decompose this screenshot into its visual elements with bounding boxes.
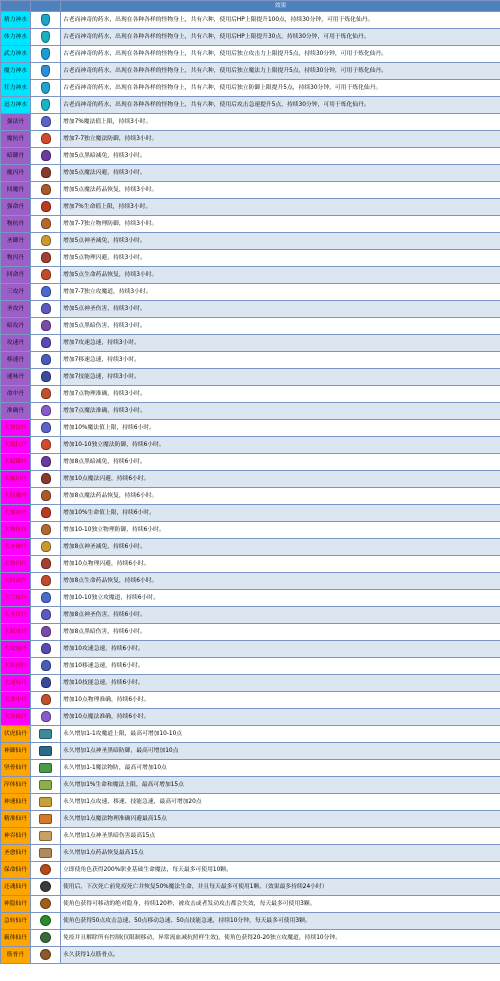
item-name: 攻速丹 [1,335,31,352]
item-icon-cell [31,539,61,556]
item-name: 筋骨丹 [1,947,31,964]
potion-icon [41,65,50,77]
table-row [1,675,500,692]
item-name: 迅力神水 [1,97,31,114]
item-effect: 增加10点物理闪避，持续6小时。 [61,556,500,573]
item-effect: 增加5点黑暗伤害，持续3小时。 [61,318,500,335]
item-effect: 增加10%魔法值上限，持续6小时。 [61,420,500,437]
table-header-row [1,1,500,12]
table-row [1,437,500,454]
item-name: 魔力神水 [1,63,31,80]
potion-icon [41,388,51,399]
item-effect: 增加8点魔法药品恢复，持续6小时。 [61,488,500,505]
item-effect: 增加8点神圣减免，持续6小时。 [61,539,500,556]
table-row [1,896,500,913]
table-row [1,131,500,148]
potion-icon [41,116,51,127]
item-icon-cell [31,63,61,80]
potion-icon [41,48,50,60]
item-icon-cell [31,437,61,454]
item-icon-cell [31,114,61,131]
item-name: 伏虎仙丹 [1,726,31,743]
item-effect: 增加7移速急速，持续3小时。 [61,352,500,369]
table-row [1,641,500,658]
table-row [1,250,500,267]
item-icon-cell [31,709,61,726]
potion-icon [40,949,51,960]
item-name: 大强命丹 [1,505,31,522]
item-effect: 增加10技能急速，持续6小时。 [61,675,500,692]
potion-icon [41,677,51,688]
potion-icon [41,711,51,722]
item-icon-cell [31,165,61,182]
potion-icon [41,14,50,26]
potion-icon [41,694,51,705]
item-name: 保命仙丹 [1,862,31,879]
item-effect: 增加5点魔法闪避，持续3小时。 [61,165,500,182]
potion-icon [41,371,51,382]
item-icon-cell [31,12,61,29]
potion-icon [39,746,52,756]
table-row [1,828,500,845]
potion-icon [41,201,51,212]
item-icon-cell [31,352,61,369]
table-row [1,29,500,46]
table-row [1,709,500,726]
table-row [1,80,500,97]
item-name: 坚骨仙丹 [1,760,31,777]
item-effect: 永久增加1点攻速、移速、技能急速，最高可增加20点 [61,794,500,811]
item-effect: 永久增加1点神圣黑暗防御，最高可增加10点 [61,743,500,760]
item-name: 魔闪丹 [1,165,31,182]
item-icon-cell [31,97,61,114]
item-effect: 增加7%生命值上限，持续3小时。 [61,199,500,216]
item-icon-cell [31,879,61,896]
item-icon-cell [31,267,61,284]
item-name: 准确丹 [1,403,31,420]
item-name: 暗攻丹 [1,318,31,335]
potion-icon [39,729,52,739]
potion-icon [41,422,51,433]
item-name: 霸体仙丹 [1,930,31,947]
table-row [1,726,500,743]
table-row [1,794,500,811]
potion-icon [41,354,51,365]
item-name: 回命丹 [1,267,31,284]
item-icon-cell [31,743,61,760]
item-effect: 增加7-7独立魔法防御，持续3小时。 [61,131,500,148]
table-row [1,148,500,165]
header-icon [31,1,61,12]
header-name [1,1,31,12]
table-row [1,369,500,386]
item-effect: 增加10%生命值上限，持续6小时。 [61,505,500,522]
item-effect: 增加7-7独立攻魔道，持续3小时。 [61,284,500,301]
item-icon-cell [31,692,61,709]
potion-icon [41,31,50,43]
table-row [1,947,500,964]
item-icon-cell [31,641,61,658]
item-icon-cell [31,233,61,250]
item-name: 大魔闪丹 [1,471,31,488]
item-name: 急转仙丹 [1,913,31,930]
potion-icon [41,473,51,484]
table-row [1,233,500,250]
item-icon-cell [31,250,61,267]
table-row [1,743,500,760]
item-name: 移速丹 [1,352,31,369]
item-name: 大物抗丹 [1,522,31,539]
item-effect: 增加7点物理准确，持续3小时。 [61,386,500,403]
potion-icon [41,303,51,314]
item-icon-cell [31,675,61,692]
potion-icon [41,99,50,111]
potion-icon [41,252,51,263]
item-effect: 古老而神奇的药水，出现在各种各样的怪物身上，共有六种，使用后HP上限提升100点，持续30分钟，可用于炼化仙丹。 [61,12,500,29]
table-row [1,97,500,114]
potion-icon [41,82,50,94]
item-icon-cell [31,624,61,641]
table-row [1,539,500,556]
potion-icon [41,575,51,586]
potion-icon [41,524,51,535]
item-icon-cell [31,386,61,403]
item-icon-cell [31,454,61,471]
potion-icon [40,915,51,926]
item-icon-cell [31,403,61,420]
item-icon-cell [31,284,61,301]
item-effect: 古老而神奇的药水，出现在各种各样的怪物身上，共有六种，使用后攻击急速提升5点，持续30分钟，可用于炼化仙丹。 [61,97,500,114]
item-icon-cell [31,301,61,318]
potion-icon [41,133,51,144]
item-effect: 增加10点魔法闪避，持续6小时。 [61,471,500,488]
item-icon-cell [31,199,61,216]
item-icon-cell [31,182,61,199]
item-icon-cell [31,896,61,913]
table-row [1,658,500,675]
item-icon-cell [31,471,61,488]
table-row [1,488,500,505]
table-row [1,182,500,199]
potion-icon [39,763,52,773]
item-icon-cell [31,46,61,63]
item-name: 圣攻丹 [1,301,31,318]
item-icon-cell [31,590,61,607]
table-row [1,46,500,63]
item-icon-cell [31,522,61,539]
item-effect: 免疫并且解除所有控制(仅限制移动，异常流血减抗照样生效)，使角色获得20-20独立攻魔道，持续10分钟。 [61,930,500,947]
item-effect: 永久增加1点魔法物理准确闪避最高15点 [61,811,500,828]
potion-icon [41,218,51,229]
item-name: 大强法丹 [1,420,31,437]
item-name: 大攻速丹 [1,641,31,658]
potion-icon [41,609,51,620]
item-effect: 增加7技能急速，持续3小时。 [61,369,500,386]
table-row [1,301,500,318]
item-icon-cell [31,131,61,148]
potion-icon [40,881,51,892]
item-name: 魔抗丹 [1,131,31,148]
potion-icon [41,626,51,637]
table-row [1,63,500,80]
potion-icon [41,643,51,654]
table-row [1,879,500,896]
table-row [1,913,500,930]
item-name: 大圣御丹 [1,539,31,556]
table-row [1,505,500,522]
item-effect: 增加10点物理准确，持续6小时。 [61,692,500,709]
item-name: 大圣攻丹 [1,607,31,624]
item-name: 强命丹 [1,199,31,216]
item-effect: 古老而神奇的药水，出现在各种各样的怪物身上，共有六种，使用后独立防御上限提升5点，持续30分钟，可用于炼化仙丹。 [61,80,500,97]
item-icon-cell [31,862,61,879]
item-effect: 永久增加1-1魔法物防，最高可增加10点 [61,760,500,777]
item-icon-cell [31,573,61,590]
table-row [1,403,500,420]
item-name: 圣愈仙丹 [1,845,31,862]
item-icon-cell [31,420,61,437]
table-row [1,420,500,437]
item-icon-cell [31,794,61,811]
table-row [1,284,500,301]
table-row [1,930,500,947]
item-name: 神速仙丹 [1,794,31,811]
item-name: 物闪丹 [1,250,31,267]
item-effect: 增加7%魔法值上限，持续3小时。 [61,114,500,131]
item-effect: 增加8点黑暗减免，持续6小时。 [61,454,500,471]
item-name: 大暗御丹 [1,454,31,471]
item-name: 回魔丹 [1,182,31,199]
item-name: 大魔抗丹 [1,437,31,454]
table-row [1,777,500,794]
potion-icon [39,814,52,824]
item-effect: 增加10-10独立物理防御，持续6小时。 [61,522,500,539]
table-row [1,811,500,828]
item-name: 大准确丹 [1,709,31,726]
item-effect: 增加7-7独立物理防御，持续3小时。 [61,216,500,233]
item-icon-cell [31,29,61,46]
potion-icon [41,337,51,348]
table-row [1,471,500,488]
potion-icon [41,507,51,518]
potion-icon [41,541,51,552]
potion-icon [40,932,51,943]
item-name: 物抗丹 [1,216,31,233]
item-effect: 永久增加1%生命和魔法上限，最高可增加15点 [61,777,500,794]
item-icon-cell [31,556,61,573]
item-icon-cell [31,80,61,97]
potion-icon [41,592,51,603]
item-icon-cell [31,930,61,947]
potion-icon [41,490,51,501]
item-name: 神吞仙丹 [1,828,31,845]
item-name: 狂力神水 [1,80,31,97]
potion-icon [41,269,51,280]
table-row [1,12,500,29]
table-row [1,318,500,335]
item-name: 大暗攻丹 [1,624,31,641]
item-effect: 增加10移速急速，持续6小时。 [61,658,500,675]
item-icon-cell [31,369,61,386]
item-name: 大移速丹 [1,658,31,675]
item-icon-cell [31,148,61,165]
item-effect: 增加10-10独立魔法防御，持续6小时。 [61,437,500,454]
item-effect: 增加10攻速急速，持续6小时。 [61,641,500,658]
potion-icon [41,558,51,569]
potion-icon [41,184,51,195]
potion-icon [40,898,51,909]
potion-icon [41,439,51,450]
item-effect: 增加8点黑暗伤害，持续6小时。 [61,624,500,641]
potion-icon [41,320,51,331]
item-effect: 增加8点神圣伤害，持续6小时。 [61,607,500,624]
item-effect: 永久增加1点神圣黑暗伤害最高15点 [61,828,500,845]
potion-icon [41,405,51,416]
table-row [1,454,500,471]
item-icon-cell [31,505,61,522]
item-name: 大三攻丹 [1,590,31,607]
item-effect: 增加7攻速急速，持续3小时。 [61,335,500,352]
item-name: 体力神水 [1,29,31,46]
table-row [1,335,500,352]
item-effect: 立即使角色获得200%职业基础生命魔法，每天最多可使用10颗。 [61,862,500,879]
potion-icon [41,150,51,161]
table-row [1,386,500,403]
item-name: 还魂仙丹 [1,879,31,896]
item-name: 淬体仙丹 [1,777,31,794]
potion-icon [41,286,51,297]
table-row [1,114,500,131]
item-name: 神御仙丹 [1,743,31,760]
table-row [1,573,500,590]
potion-icon [39,831,52,841]
item-effect: 古老而神奇的药水，出现在各种各样的怪物身上，共有六种，使用后独立攻击力上限提升5点，持续30分钟，可用于炼化仙丹。 [61,46,500,63]
item-name: 大物闪丹 [1,556,31,573]
item-name: 大回命丹 [1,573,31,590]
table-row [1,556,500,573]
item-effect: 增加5点生命药品恢复，持续3小时。 [61,267,500,284]
potion-icon [39,797,52,807]
potion-icon [40,864,51,875]
potion-icon [41,456,51,467]
item-name: 圣御丹 [1,233,31,250]
table-row [1,692,500,709]
item-name: 大命中丹 [1,692,31,709]
item-name: 神隐仙丹 [1,896,31,913]
item-effect: 使用后，下次死亡前免疫死亡并恢复50%魔法生命，并且每天最多可使用1颗。（效果最多持续24小时） [61,879,500,896]
item-name: 三攻丹 [1,284,31,301]
item-icon-cell [31,318,61,335]
item-effect: 增加8点生命药品恢复，持续6小时。 [61,573,500,590]
potion-icon [41,167,51,178]
item-effect: 古老而神奇的药水，出现在各种各样的怪物身上，共有六种，使用后HP上限提升30点，持续30分钟，可用于炼化仙丹。 [61,29,500,46]
table-row [1,845,500,862]
item-effect: 使角色获得50点攻击急速、50点移动急速、50点技能急速，持续10分钟，每天最多可使用3颗。 [61,913,500,930]
table-row [1,760,500,777]
item-icon-cell [31,216,61,233]
item-effect: 增加10点魔法准确，持续6小时。 [61,709,500,726]
item-icon-cell [31,760,61,777]
item-icon-cell [31,913,61,930]
table-body [1,12,500,964]
item-effect: 永久增加1-1攻魔道上限，最高可增加10-10点 [61,726,500,743]
table-row [1,352,500,369]
table-row [1,165,500,182]
potion-icon [41,660,51,671]
item-icon-cell [31,947,61,964]
item-name: 暗御丹 [1,148,31,165]
item-name: 精准仙丹 [1,811,31,828]
item-effect: 增加10-10独立攻魔道，持续6小时。 [61,590,500,607]
item-name: 速咏丹 [1,369,31,386]
potion-icon [39,780,52,790]
item-effect: 增加5点物理闪避，持续3小时。 [61,250,500,267]
item-effect: 永久增加1点药品恢复最高15点 [61,845,500,862]
item-name: 大回魔丹 [1,488,31,505]
item-name: 强法丹 [1,114,31,131]
table-row [1,607,500,624]
item-name: 武力神水 [1,46,31,63]
item-name: 命中丹 [1,386,31,403]
potion-icon [39,848,52,858]
item-icon-cell [31,607,61,624]
item-effect: 古老而神奇的药水，出现在各种各样的怪物身上，共有六种，使用后独立魔法力上限提升5点，持续30分钟，可用于炼化仙丹。 [61,63,500,80]
item-name: 精力神水 [1,12,31,29]
item-icon-cell [31,777,61,794]
item-effect: 增加7点魔法准确，持续3小时。 [61,403,500,420]
table-row [1,522,500,539]
item-icon-cell [31,658,61,675]
item-icon-cell [31,488,61,505]
item-name: 大速咏丹 [1,675,31,692]
table-row [1,267,500,284]
item-effect: 增加5点神圣伤害，持续3小时。 [61,301,500,318]
header-effect: 效果 [61,1,500,12]
item-effect: 使角色获得可移动的绝对隐身，持续120秒，被攻击或者发动攻击都会失效，每天最多可使用3颗。 [61,896,500,913]
item-icon-cell [31,726,61,743]
table-row [1,624,500,641]
item-icon-cell [31,335,61,352]
table-row [1,590,500,607]
item-icon-cell [31,828,61,845]
table-row [1,862,500,879]
table-row [1,216,500,233]
item-effect: 增加5点神圣减免，持续3小时。 [61,233,500,250]
item-effect: 增加5点魔法药品恢复，持续3小时。 [61,182,500,199]
item-effect: 永久获得1点筋骨点。 [61,947,500,964]
item-icon-cell [31,845,61,862]
item-icon-cell [31,811,61,828]
table-row [1,199,500,216]
potion-icon [41,235,51,246]
item-effect: 增加5点黑暗减免，持续3小时。 [61,148,500,165]
